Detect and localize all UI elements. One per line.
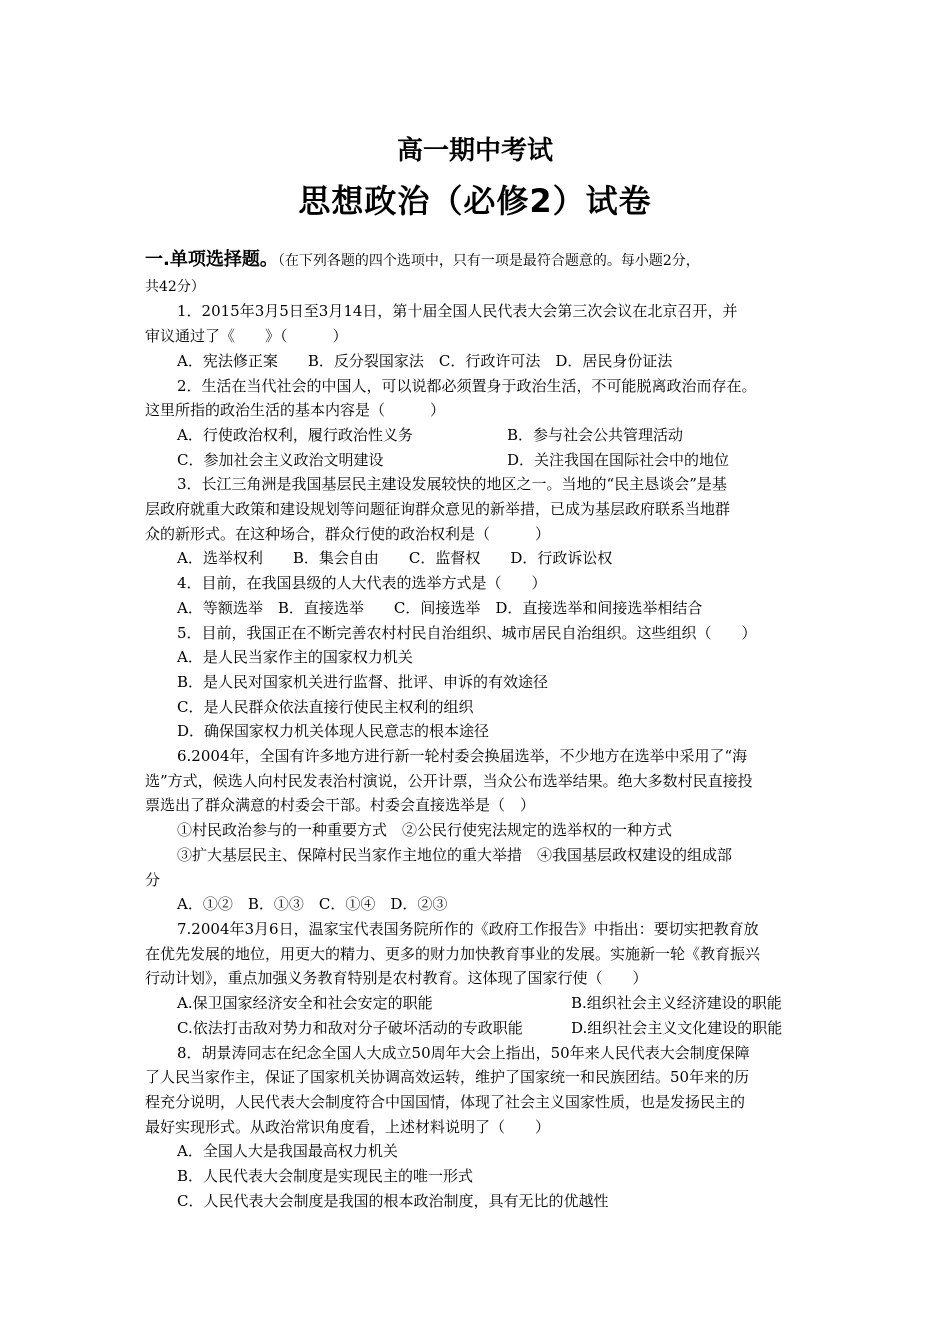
q3-stem: 3．长江三角洲是我国基层民主建设发展较快的地区之一。当地的“民主恳谈会”是基: [177, 475, 727, 494]
q6-items-2: ③扩大基层民主、保障村民当家作主地位的重大举措 ④我国基层政权建设的组成部: [177, 845, 733, 864]
q6-items-1: ①村民政治参与的一种重要方式 ②公民行使宪法规定的选举权的一种方式: [177, 821, 673, 840]
q3-stem-cont2: 众的新形式。在这种场合，群众行使的政治权利是（ ）: [145, 524, 551, 543]
section-heading-line: [145, 248, 810, 274]
section-note: （在下列各题的四个选项中，只有一项是最符合题意的。每小题2分，: [277, 253, 700, 269]
section-heading: 一.单项选择题。: [145, 249, 278, 270]
q7-stem-cont: 在优先发展的地位，用更大的精力、更多的财力加快教育事业的发展。实施新一轮《教育振兴: [145, 944, 761, 963]
q8-stem: 8．胡景涛同志在纪念全国人大成立50周年大会上指出，50年来人民代表大会制度保障: [177, 1043, 750, 1062]
q1-options: A．宪法修正案 B．反分裂国家法 C．行政许可法 D．居民身份证法: [177, 351, 673, 370]
q4-stem: 4．目前，在我国县级的人大代表的选举方式是（ ）: [177, 574, 547, 593]
q8-option-c: C．人民代表大会制度是我国的根本政治制度，具有无比的优越性: [177, 1191, 609, 1210]
q7-options-row2: [145, 1016, 810, 1041]
q8-stem-cont: 了人民当家作主，保证了国家机关协调高效运转，维护了国家统一和民族团结。50年来的历: [145, 1068, 750, 1087]
q7-options-row1: [145, 991, 810, 1016]
q2-options-row2: [145, 448, 810, 473]
q1-stem: 1．2015年3月5日至3月14日，第十届全国人民代表大会第三次会议在北京召开，并: [177, 302, 738, 321]
q7-stem: 7.2004年3月6日，温家宝代表国务院所作的《政府工作报告》中指出：要切实把教育放: [177, 919, 759, 938]
q6-options: A．①② B．①③ C．①④ D．②③: [177, 895, 448, 914]
q7-option-d: D.组织社会主义文化建设的职能: [571, 1018, 783, 1037]
q6-stem-cont2: 票选出了群众满意的村委会干部。村委会直接选举是（ ）: [145, 796, 536, 815]
q2-option-a: A．行使政治权利，履行政治性义务: [177, 425, 413, 444]
q2-option-c: C．参加社会主义政治文明建设: [177, 450, 384, 469]
q3-options: A．选举权利 B．集会自由 C．监督权 D．行政诉讼权: [177, 549, 613, 568]
q2-options-row1: [145, 423, 810, 448]
q2-option-b: B．参与社会公共管理活动: [507, 425, 684, 444]
q5-stem: 5．目前，我国正在不断完善农村村民自治组织、城市居民自治组织。这些组织（ ）: [177, 623, 757, 642]
q7-option-b: B.组织社会主义经济建设的职能: [571, 994, 782, 1013]
q8-stem-cont2: 程充分说明，人民代表大会制度符合中国国情，体现了社会主义国家性质，也是发扬民主的: [145, 1092, 746, 1111]
q8-option-b: B．人民代表大会制度是实现民主的唯一形式: [177, 1167, 474, 1186]
q6-items-2-cont: 分: [145, 870, 161, 889]
q2-stem-cont: 这里所指的政治生活的基本内容是（ ）: [145, 401, 446, 420]
q4-options: A．等额选举 B．直接选举 C．间接选举 D．直接选举和间接选举相结合: [177, 598, 703, 617]
q1-stem-cont: 审议通过了《 》（ ）: [145, 327, 348, 346]
q8-option-a: A．全国人大是我国最高权力机关: [177, 1142, 398, 1161]
q7-option-a: A.保卫国家经济安全和社会安定的职能: [177, 994, 433, 1013]
q2-option-d: D．关注我国在国际社会中的地位: [507, 450, 730, 469]
q8-stem-cont3: 最好实现形式。从政治常识角度看，上述材料说明了（ ）: [145, 1117, 551, 1136]
q3-stem-cont: 层政府就重大政策和建设规划等问题征询群众意见的新举措，已成为基层政府联系当地群: [145, 500, 731, 519]
q6-stem-cont: 选”方式，候选人向村民发表治村演说，公开计票，当众公布选举结果。绝大多数村民直接投: [145, 771, 753, 790]
q5-option-c: C．是人民群众依法直接行使民主权利的组织: [177, 697, 474, 716]
q5-option-a: A．是人民当家作主的国家权力机关: [177, 648, 413, 667]
q6-stem: 6.2004年，全国有许多地方进行新一轮村委会换届选举，不少地方在选举中采用了“海: [177, 747, 748, 766]
exam-title: 高一期中考试: [396, 136, 553, 166]
q7-option-c: C.依法打击敌对势力和敌对分子破坏活动的专政职能: [177, 1018, 523, 1037]
q7-stem-cont2: 行动计划》，重点加强义务教育特别是农村教育。这体现了国家行使（ ）: [145, 969, 648, 988]
q5-option-b: B．是人民对国家机关进行监督、批评、申诉的有效途径: [177, 672, 549, 691]
section-note-cont: 共42分）: [145, 278, 205, 295]
q2-stem: 2．生活在当代社会的中国人，可以说都必须置身于政治生活，不可能脱离政治而存在。: [177, 376, 757, 395]
q5-option-d: D．确保国家权力机关体现人民意志的根本途径: [177, 722, 490, 741]
exam-subtitle: 思想政治（必修2）试卷: [298, 182, 652, 220]
question-body: [145, 248, 810, 1213]
